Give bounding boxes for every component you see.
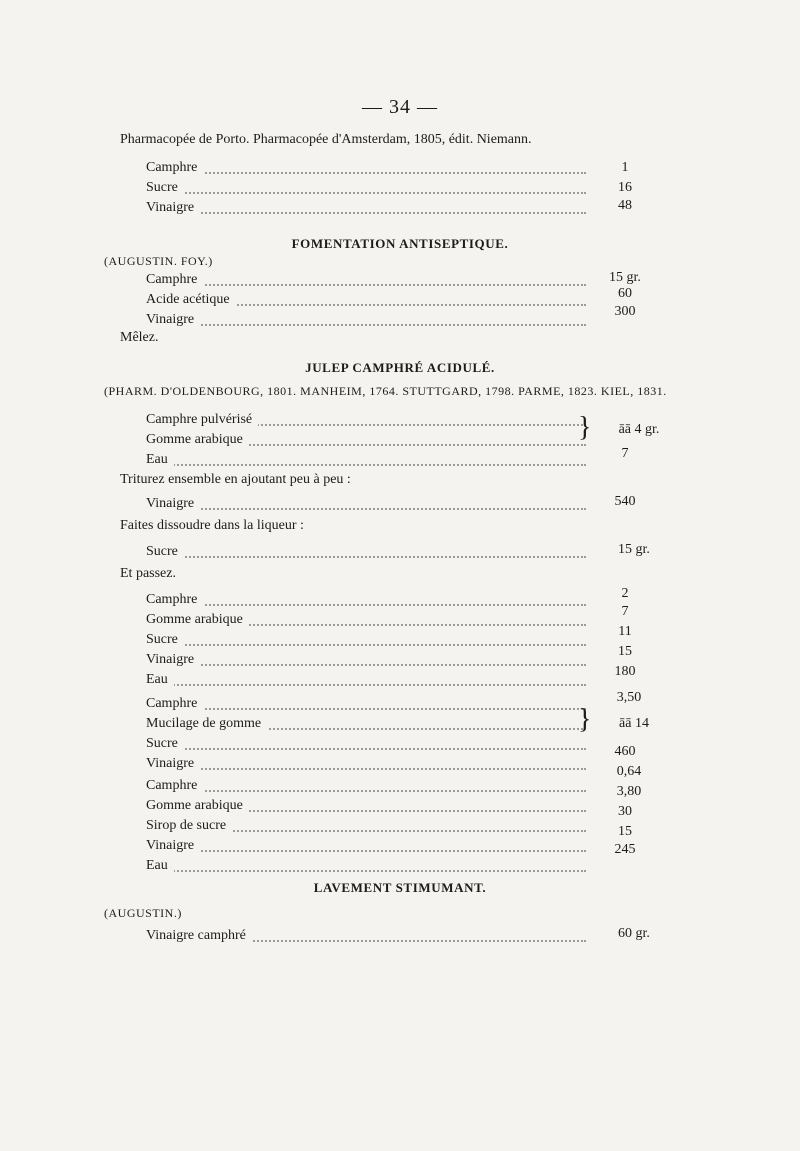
quantity: 460	[614, 744, 636, 759]
ingredient-row: Vinaigre camphré	[146, 928, 586, 946]
quantity: 2	[621, 586, 629, 601]
section-title: JULEP CAMPHRÉ ACIDULÉ.	[305, 360, 495, 375]
ingredient-row: Vinaigre	[146, 756, 586, 774]
quantity: 1	[621, 160, 629, 175]
ingredient-row: Camphre pulvérisé	[146, 412, 586, 430]
ingredient-row: Eau	[146, 858, 586, 876]
ingredient-row: Camphre	[146, 696, 586, 714]
section-title: FOMENTATION ANTISEPTIQUE.	[291, 236, 509, 251]
ingredient-row: Vinaigre	[146, 652, 586, 670]
ingredient-row: Sucre	[146, 736, 586, 754]
instruction: Et passez.	[120, 566, 176, 581]
quantity: 16	[618, 180, 632, 195]
quantity: 60 gr.	[618, 926, 650, 941]
quantity: 15 gr.	[618, 542, 650, 557]
quantity: 15	[618, 644, 632, 659]
source-citation: (PHARM. D'OLDENBOURG, 1801. MANHEIM, 1764. STUTTGARD, 1798. PARME, 1823. KIEL, 1831.	[104, 384, 667, 398]
quantity: 15 gr.	[609, 270, 641, 285]
quantity: 3,50	[616, 690, 642, 705]
section-title: LAVEMENT STIMUMANT.	[313, 880, 487, 895]
ingredient-row: Vinaigre	[146, 200, 586, 218]
quantity: 300	[614, 304, 636, 319]
ingredient-row: Mucilage de gomme	[146, 716, 586, 734]
quantity: 180	[614, 664, 636, 679]
intro-line: Pharmacopée de Porto. Pharmacopée d'Amsterdam, 1805, édit. Niemann.	[120, 132, 532, 147]
ingredient-row: Vinaigre	[146, 838, 586, 856]
ingredient-row: Gomme arabique	[146, 432, 586, 450]
ingredient-row: Camphre	[146, 160, 586, 178]
ingredient-row: Camphre	[146, 778, 586, 796]
quantity: 30	[618, 804, 632, 819]
source-citation: (AUGUSTIN.)	[104, 906, 182, 920]
quantity: 60	[618, 286, 632, 301]
quantity: 3,80	[616, 784, 642, 799]
ingredient-row: Vinaigre	[146, 496, 586, 514]
quantity: 540	[614, 494, 636, 509]
quantity: 0,64	[616, 764, 642, 779]
quantity: 245	[614, 842, 636, 857]
ingredient-row: Gomme arabique	[146, 798, 586, 816]
quantity: āā 4 gr.	[618, 422, 660, 437]
instruction: Faites dissoudre dans la liqueur :	[120, 518, 304, 533]
quantity: āā 14	[619, 716, 649, 731]
instruction: Triturez ensemble en ajoutant peu à peu :	[120, 472, 351, 487]
ingredient-row: Camphre	[146, 592, 586, 610]
quantity: 48	[618, 198, 632, 213]
ingredient-row: Acide acétique	[146, 292, 586, 310]
grouping-brace: }	[578, 704, 592, 735]
quantity: 15	[618, 824, 632, 839]
ingredient-row: Sucre	[146, 632, 586, 650]
ingredient-row: Vinaigre	[146, 312, 586, 330]
ingredient-row: Camphre	[146, 272, 586, 290]
ingredient-row: Eau	[146, 672, 586, 690]
ingredient-row: Eau	[146, 452, 586, 470]
quantity: 7	[621, 604, 629, 619]
grouping-brace: }	[578, 412, 592, 443]
ingredient-row: Sucre	[146, 544, 586, 562]
page-number: — 34 —	[362, 96, 438, 118]
quantity: 11	[618, 624, 632, 639]
ingredient-row: Sirop de sucre	[146, 818, 586, 836]
instruction: Mêlez.	[120, 330, 159, 345]
source-citation: (AUGUSTIN. FOY.)	[104, 254, 213, 268]
ingredient-row: Sucre	[146, 180, 586, 198]
quantity: 7	[621, 446, 629, 461]
ingredient-row: Gomme arabique	[146, 612, 586, 630]
